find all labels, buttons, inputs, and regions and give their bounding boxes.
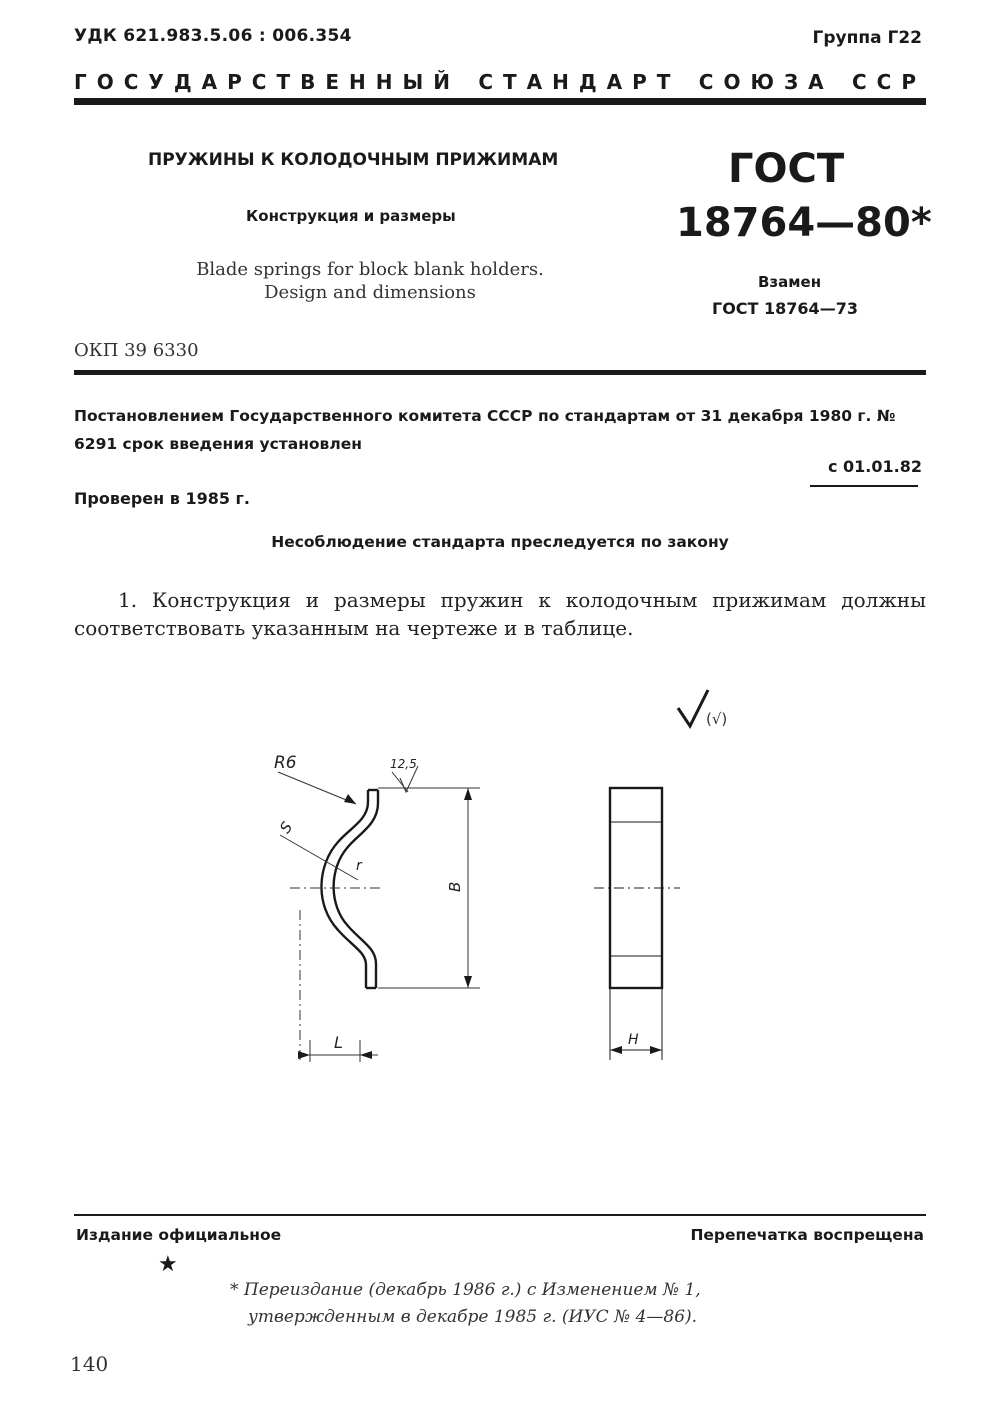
effective-underline bbox=[810, 485, 918, 487]
star-icon: ★ bbox=[158, 1252, 178, 1277]
heading-word: СОЮЗА bbox=[698, 70, 834, 94]
official-edition: Издание официальное bbox=[76, 1226, 282, 1244]
reissue-footnote bbox=[230, 1277, 701, 1331]
heading-word: СТАНДАРТ bbox=[478, 70, 681, 94]
title-en-line1: Blade springs for block blank holders. bbox=[196, 259, 544, 280]
label-r: r bbox=[356, 858, 362, 874]
label-b: B bbox=[446, 881, 464, 892]
noncompliance-notice: Несоблюдение стандарта преследуется по закону bbox=[271, 533, 729, 551]
okp-code: ОКП 39 6330 bbox=[74, 340, 199, 361]
group-code: Группа Г22 bbox=[812, 28, 922, 48]
heading-word: ССР bbox=[851, 70, 926, 94]
roughness-check-icon bbox=[678, 690, 708, 726]
label-r6: R6 bbox=[274, 753, 297, 773]
spring-front-view bbox=[594, 788, 680, 1060]
label-h: H bbox=[628, 1032, 639, 1048]
label-l: L bbox=[334, 1033, 343, 1052]
spring-drawing bbox=[0, 660, 1000, 1110]
checked-year: Проверен в 1985 г. bbox=[74, 489, 250, 508]
decree-text: Постановлением Государственного комитета СССР по стандартам от 31 декабря 1980 г. № 6291 срок введения установлен bbox=[74, 407, 896, 453]
page-number: 140 bbox=[70, 1352, 109, 1376]
heading-word: ГОСУДАРСТВЕННЫЙ bbox=[74, 70, 460, 94]
document-title-ru: ПРУЖИНЫ К КОЛОДОЧНЫМ ПРИЖИМАМ bbox=[148, 150, 559, 170]
footer-rule bbox=[74, 1214, 926, 1216]
header-rule bbox=[74, 98, 926, 105]
footnote-line1: * Переиздание (декабрь 1986 г.) с Изменением № 1, bbox=[230, 1280, 701, 1300]
reprint-prohibited: Перепечатка воспрещена bbox=[690, 1226, 924, 1244]
label-s: S bbox=[276, 818, 297, 837]
label-roughness-value: 12,5 bbox=[390, 757, 417, 771]
state-standard-heading bbox=[74, 70, 926, 94]
replaces-gost: ГОСТ 18764—73 bbox=[712, 299, 858, 318]
roughness-symbol-label: (√) bbox=[706, 710, 728, 728]
gost-label: ГОСТ bbox=[728, 146, 845, 192]
effective-date: с 01.01.82 bbox=[827, 457, 922, 476]
document-title-en bbox=[140, 258, 600, 304]
title-rule bbox=[74, 370, 926, 375]
title-en-line2: Design and dimensions bbox=[264, 282, 476, 303]
dimension-arrows bbox=[298, 788, 472, 1059]
udk-code: УДК 621.983.5.06 : 006.354 bbox=[74, 26, 352, 46]
footnote-line2: утвержденным в декабре 1985 г. (ИУС № 4—86). bbox=[248, 1307, 698, 1327]
replaces-label: Взамен bbox=[758, 273, 822, 291]
spring-profile bbox=[321, 790, 378, 988]
gost-number: 18764—80* bbox=[676, 200, 932, 246]
clause-1: 1. Конструкция и размеры пружин к колодочным прижимам должны соответствовать указанным на чертеже и в таблице. bbox=[74, 588, 926, 640]
drawing-dimension-lines bbox=[278, 766, 480, 1062]
document-subtitle-ru: Конструкция и размеры bbox=[246, 207, 456, 225]
